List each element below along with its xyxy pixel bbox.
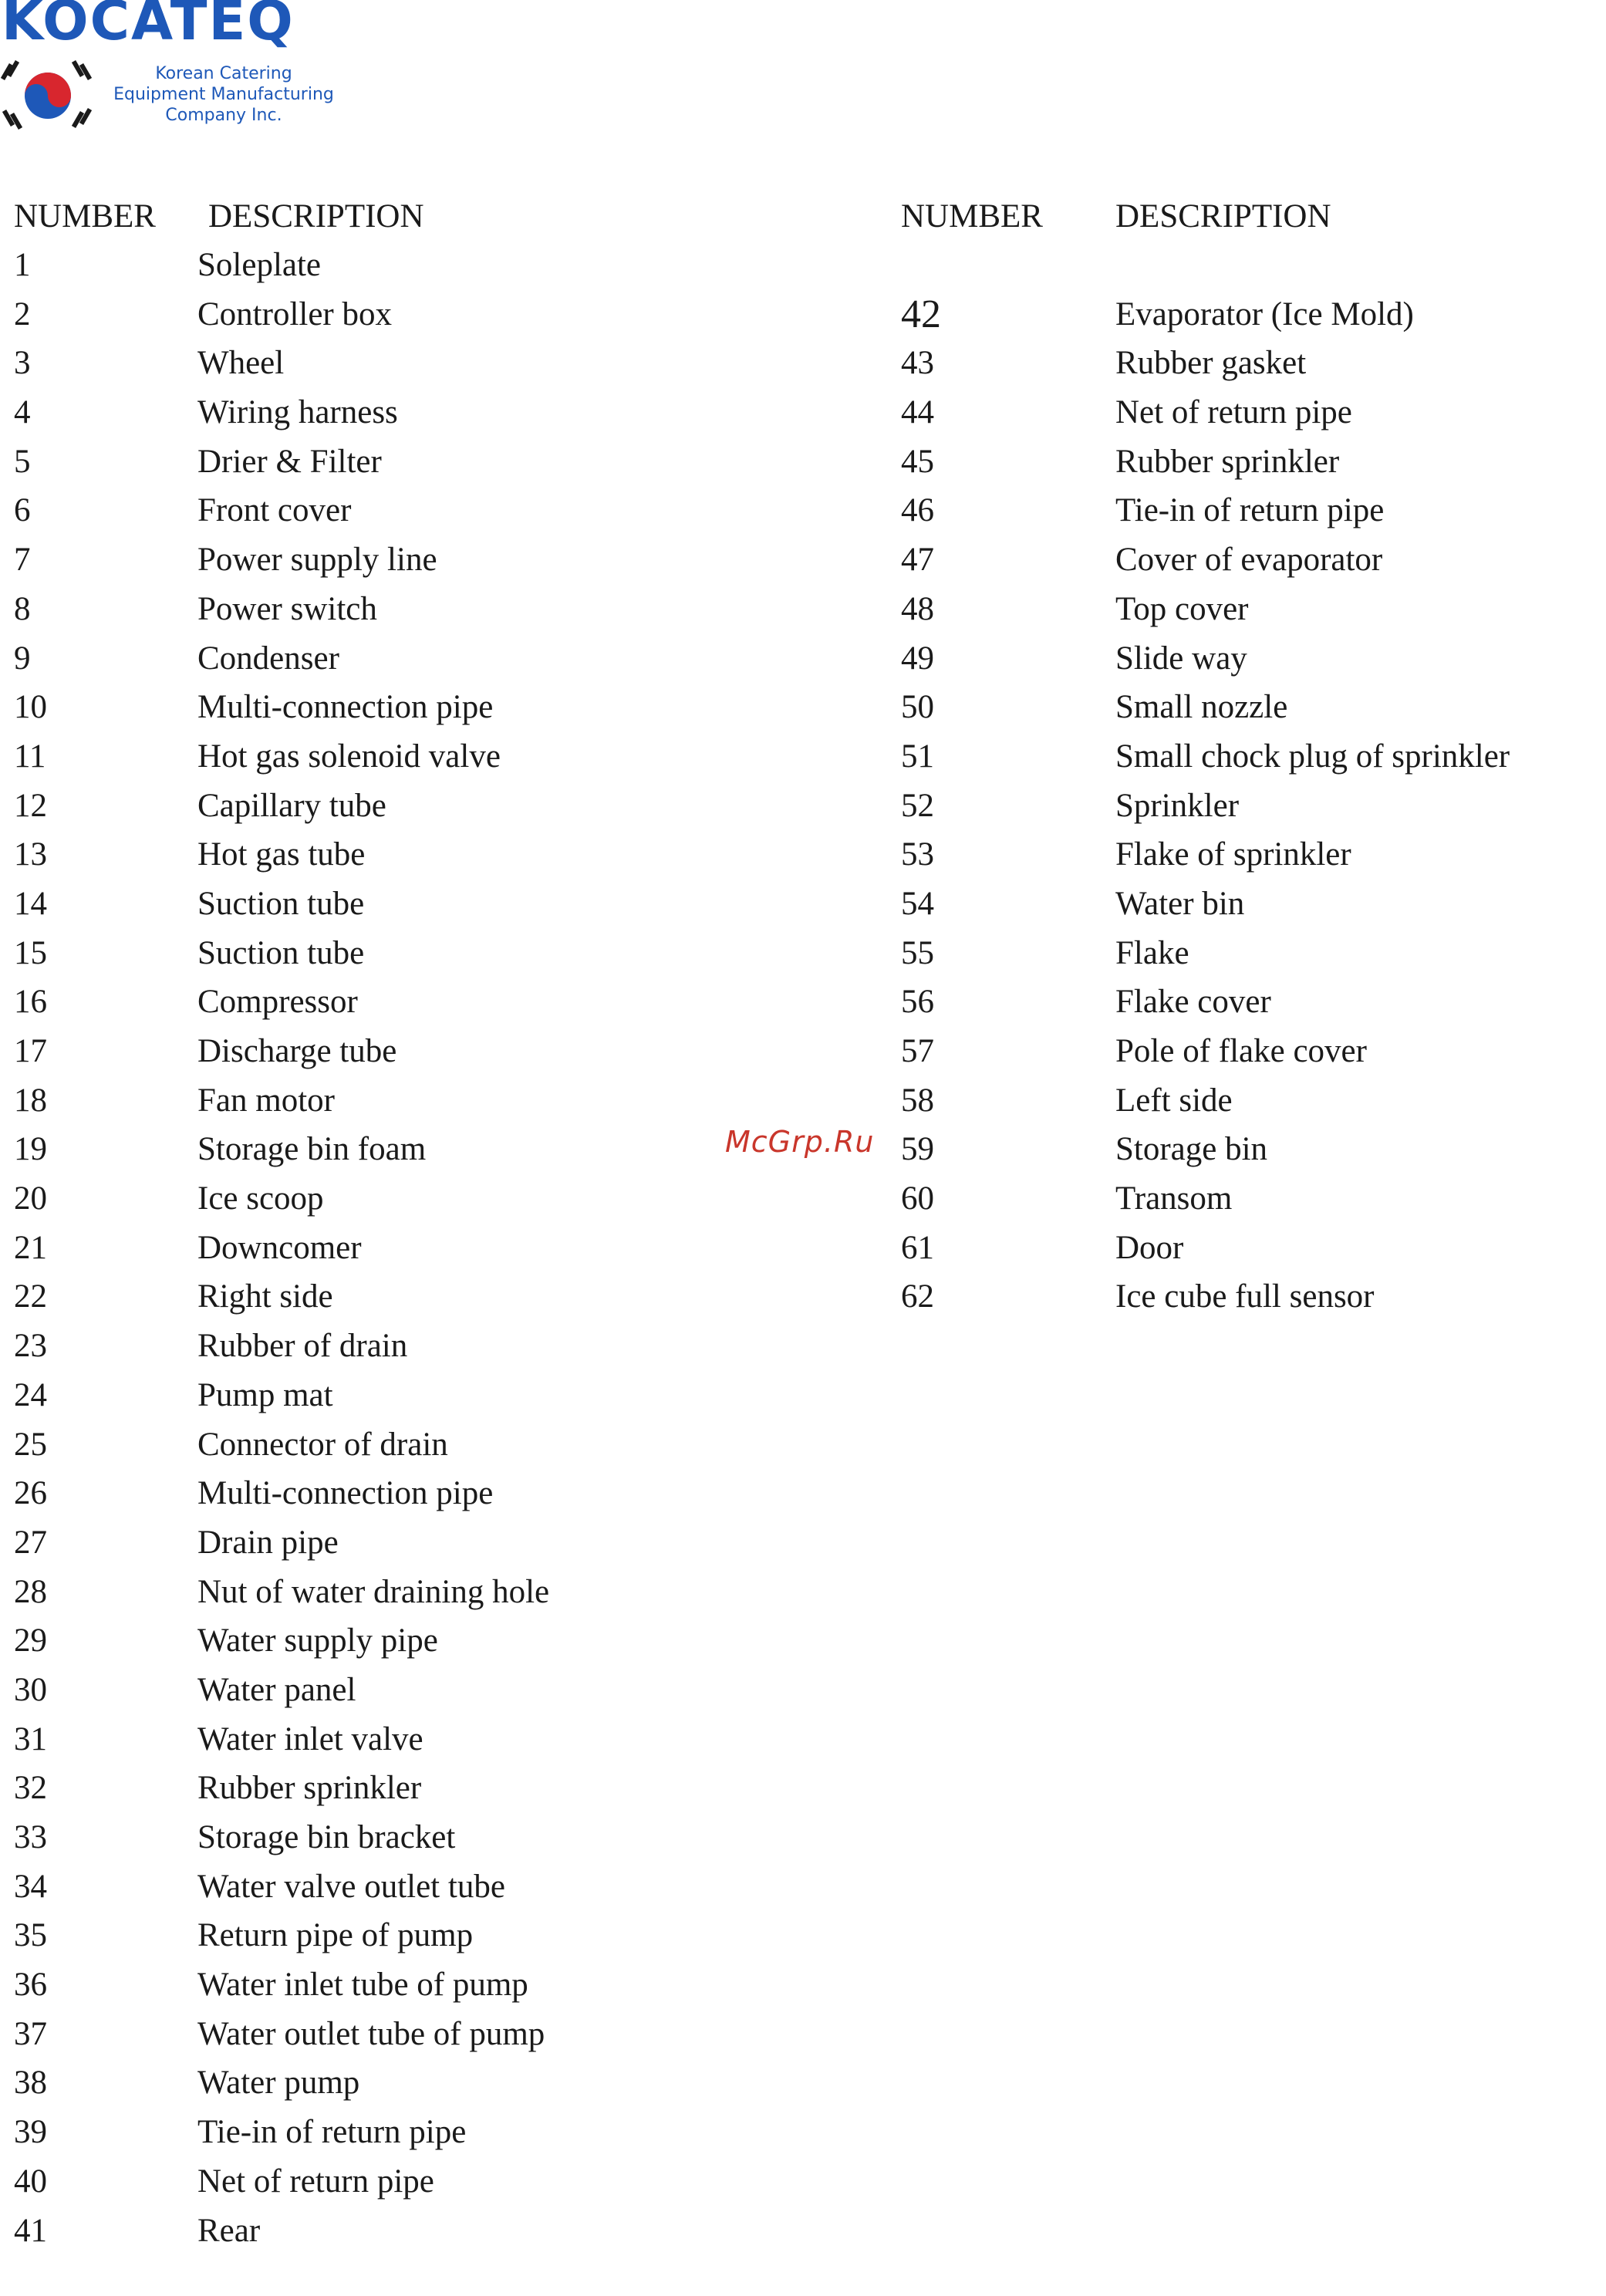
part-number: 26 [14,1475,47,1512]
part-number: 24 [14,1376,47,1413]
parts-row [901,290,1595,339]
parts-row [901,437,1595,487]
parts-row [901,339,1595,388]
parts-row [14,1125,785,1174]
part-description: Small nozzle [1115,689,1288,726]
part-number: 47 [901,542,934,579]
part-description: Net of return pipe [197,2163,434,2200]
parts-row [14,1420,785,1470]
part-description: Multi-connection pipe [197,1475,494,1512]
part-description: Tie-in of return pipe [197,2114,467,2151]
part-description: Flake cover [1115,984,1271,1021]
right-number-header: NUMBER [901,198,1043,235]
right-parts-list [901,241,1595,1322]
part-number: 54 [901,885,934,922]
part-description: Water pump [197,2065,360,2102]
part-description: Pump mat [197,1376,333,1413]
parts-row [14,1469,785,1518]
parts-row [14,1518,785,1568]
part-number: 21 [14,1229,47,1266]
parts-row [14,880,785,929]
part-number: 10 [14,689,47,726]
tagline-line-3: Company Inc. [165,106,282,125]
part-description: Power supply line [197,542,437,579]
part-description: Water inlet tube of pump [197,1967,528,2004]
parts-row [14,1272,785,1322]
part-description: Connector of drain [197,1426,448,1463]
part-description: Rubber gasket [1115,345,1307,382]
part-number: 18 [14,1082,47,1119]
part-number: 6 [14,492,31,529]
parts-row [14,1322,785,1371]
parts-row [901,1224,1595,1273]
right-description-header: DESCRIPTION [1115,198,1331,235]
part-description: Water outlet tube of pump [197,2015,545,2052]
part-number: 51 [901,738,934,775]
parts-row [14,1813,785,1862]
parts-row [14,732,785,782]
parts-row [901,1076,1595,1126]
part-number: 36 [14,1967,47,2004]
parts-row [14,830,785,880]
parts-row [14,437,785,487]
part-description: Small chock plug of sprinkler [1115,738,1510,775]
part-number: 17 [14,1033,47,1069]
parts-row [901,1272,1595,1322]
part-description: Flake [1115,934,1189,971]
part-description: Compressor [197,984,358,1021]
part-description: Water valve outlet tube [197,1868,505,1905]
part-number: 8 [14,590,31,627]
parts-row [901,585,1595,634]
part-number: 22 [14,1278,47,1315]
part-number: 4 [14,394,31,431]
part-description: Flake of sprinkler [1115,836,1351,873]
part-description: Return pipe of pump [197,1917,474,1954]
part-number: 30 [14,1671,47,1708]
part-number: 7 [14,542,31,579]
company-logo [0,0,339,139]
part-description: Hot gas tube [197,836,366,873]
part-description: Pole of flake cover [1115,1033,1367,1069]
left-number-header: NUMBER [14,198,156,235]
part-number: 55 [901,934,934,971]
part-number: 62 [901,1278,934,1315]
parts-row [14,1666,785,1715]
part-number: 3 [14,345,31,382]
part-description: Suction tube [197,934,365,971]
part-description: Right side [197,1278,333,1315]
part-number: 45 [901,443,934,480]
part-number: 27 [14,1524,47,1561]
parts-row [14,683,785,732]
part-description: Soleplate [197,247,322,283]
tagline-line-1: Korean Catering [155,64,292,83]
part-description: Hot gas solenoid valve [197,738,501,775]
part-number: 43 [901,345,934,382]
parts-row [14,2157,785,2207]
parts-row [901,977,1595,1027]
part-number: 46 [901,492,934,529]
parts-row [14,1027,785,1076]
parts-row [14,1568,785,1617]
parts-row [901,535,1595,585]
part-description: Cover of evaporator [1115,542,1383,579]
part-number: 29 [14,1622,47,1660]
parts-row [14,339,785,388]
parts-row [14,290,785,339]
korean-flag-icon [0,57,99,133]
part-number: 31 [14,1720,47,1757]
parts-row [14,782,785,831]
parts-row [901,782,1595,831]
part-number: 1 [14,247,31,283]
part-number: 11 [14,738,46,775]
part-number: 57 [901,1033,934,1069]
part-number: 32 [14,1770,47,1807]
part-number: 40 [14,2163,47,2200]
part-number: 50 [901,689,934,726]
parts-row [14,585,785,634]
part-description: Water bin [1115,885,1245,922]
parts-row [14,2108,785,2157]
part-description: Left side [1115,1082,1233,1119]
part-description: Rubber sprinkler [197,1770,422,1807]
parts-row [14,2207,785,2256]
parts-row [901,830,1595,880]
parts-row [901,929,1595,978]
part-number: 14 [14,885,47,922]
part-description: Rubber sprinkler [1115,443,1340,480]
part-number: 33 [14,1819,47,1855]
part-description: Capillary tube [197,787,386,824]
parts-row [901,732,1595,782]
part-description: Wheel [197,345,285,382]
part-number: 16 [14,984,47,1021]
parts-row [14,1224,785,1273]
parts-row [901,683,1595,732]
part-number: 52 [901,787,934,824]
part-description: Downcomer [197,1229,362,1266]
part-description: Wiring harness [197,394,398,431]
parts-row [14,1076,785,1126]
part-description: Condenser [197,640,339,677]
parts-row [14,634,785,684]
part-number: 20 [14,1180,47,1217]
part-description: Slide way [1115,640,1247,677]
part-number: 9 [14,640,31,677]
part-description: Nut of water draining hole [197,1573,550,1610]
part-description: Ice cube full sensor [1115,1278,1375,1315]
part-description: Water inlet valve [197,1720,423,1757]
parts-row [901,241,1595,290]
watermark: McGrp.Ru [725,1125,875,1159]
parts-row [14,2010,785,2059]
parts-row [14,1174,785,1224]
part-description: Suction tube [197,885,365,922]
part-number: 49 [901,640,934,677]
parts-row [14,929,785,978]
part-description: Controller box [197,295,392,333]
part-number: 2 [14,295,31,333]
parts-row [14,1715,785,1764]
part-number: 5 [14,443,31,480]
part-number: 41 [14,2212,47,2249]
parts-row [14,1960,785,2010]
part-number: 61 [901,1229,934,1266]
part-description: Storage bin [1115,1131,1268,1168]
parts-row [14,1616,785,1666]
parts-row [14,241,785,290]
part-description: Power switch [197,590,377,627]
part-description: Water supply pipe [197,1622,438,1660]
part-number: 39 [14,2114,47,2151]
parts-row [901,486,1595,535]
part-description: Multi-connection pipe [197,689,494,726]
part-description: Net of return pipe [1115,394,1352,431]
part-description: Evaporator (Ice Mold) [1115,295,1414,333]
part-description: Ice scoop [197,1180,324,1217]
parts-row [14,388,785,437]
part-number: 53 [901,836,934,873]
part-number: 34 [14,1868,47,1905]
part-description: Fan motor [197,1082,335,1119]
part-number: 13 [14,836,47,873]
part-description: Storage bin bracket [197,1819,456,1855]
part-number: 44 [901,394,934,431]
parts-row [14,1911,785,1960]
company-tagline [108,63,339,126]
part-number: 12 [14,787,47,824]
part-description: Sprinkler [1115,787,1240,824]
part-description: Front cover [197,492,352,529]
part-number: 58 [901,1082,934,1119]
parts-row [14,2058,785,2108]
tagline-line-2: Equipment Manufacturing [113,85,334,104]
parts-row [901,634,1595,684]
part-description: Top cover [1115,590,1249,627]
parts-row [901,1174,1595,1224]
part-description: Storage bin foam [197,1131,427,1168]
part-number: 48 [901,590,934,627]
part-description: Rear [197,2212,261,2249]
parts-row [901,1125,1595,1174]
parts-row [14,1862,785,1912]
part-number: 59 [901,1131,934,1168]
part-number: 15 [14,934,47,971]
part-number: 37 [14,2015,47,2052]
part-description: Discharge tube [197,1033,397,1069]
part-number: 56 [901,984,934,1021]
parts-row [901,1027,1595,1076]
part-number: 28 [14,1573,47,1610]
part-number: 23 [14,1328,47,1365]
left-parts-list [14,241,785,2255]
brand-wordmark: KOCATEQ [2,0,295,52]
parts-row [14,977,785,1027]
parts-row [14,1371,785,1420]
part-number: 60 [901,1180,934,1217]
left-description-header: DESCRIPTION [208,198,424,235]
part-number: 25 [14,1426,47,1463]
part-description: Transom [1115,1180,1233,1217]
part-description: Drier & Filter [197,443,382,480]
part-number: 35 [14,1917,47,1954]
parts-row [14,486,785,535]
part-number: 42 [901,292,941,336]
part-description: Water panel [197,1671,356,1708]
parts-row [14,535,785,585]
part-description: Rubber of drain [197,1328,408,1365]
part-number: 19 [14,1131,47,1168]
parts-row [901,880,1595,929]
part-description: Tie-in of return pipe [1115,492,1385,529]
part-number: 38 [14,2065,47,2102]
part-description: Door [1115,1229,1184,1266]
part-description: Drain pipe [197,1524,339,1561]
parts-row [901,388,1595,437]
parts-row [14,1764,785,1813]
